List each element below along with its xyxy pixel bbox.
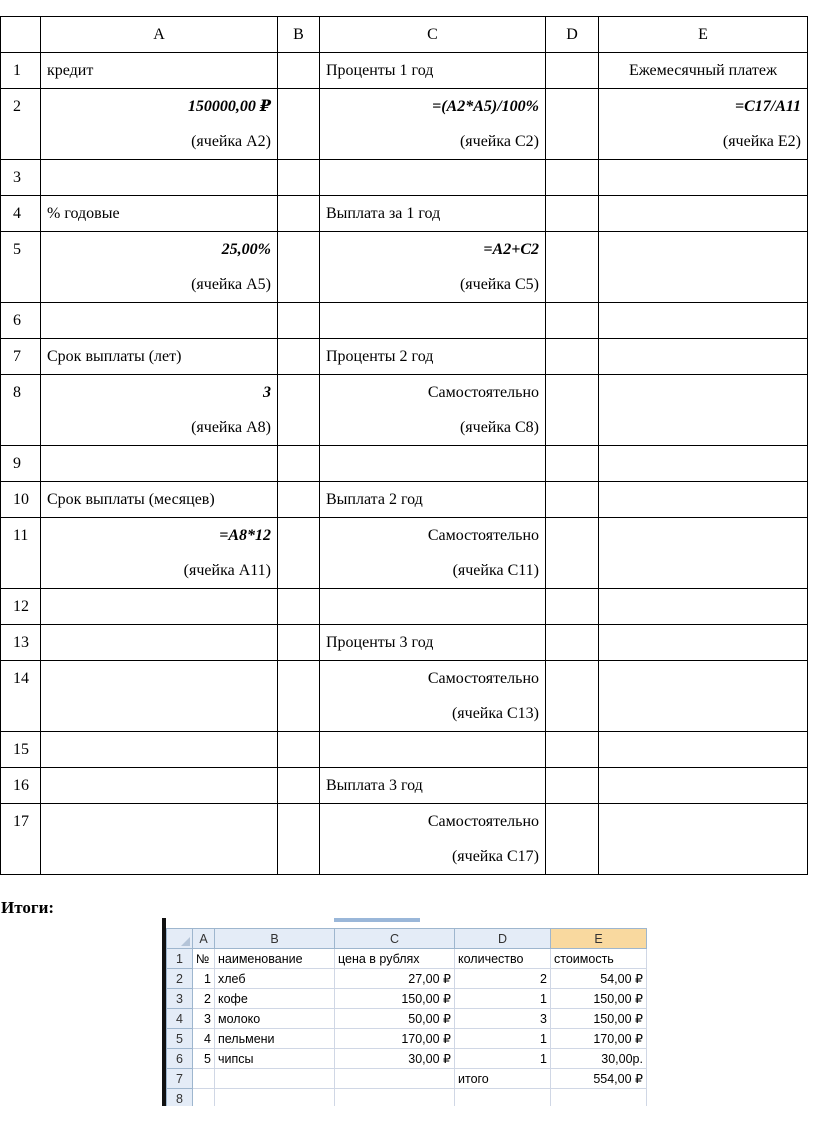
formula-bar-edge bbox=[334, 918, 420, 922]
row-number bbox=[1, 625, 41, 661]
row-number bbox=[1, 160, 41, 196]
cell-text: Выплата за 1 год bbox=[326, 205, 441, 222]
cell-a bbox=[41, 53, 278, 89]
excel-row bbox=[167, 1029, 647, 1049]
excel-cell-e[interactable] bbox=[551, 1089, 647, 1107]
cell-c bbox=[320, 732, 546, 768]
cell-d bbox=[546, 232, 599, 303]
excel-cell-e[interactable]: 54,00 ₽ bbox=[551, 969, 647, 989]
cell-c bbox=[320, 518, 546, 589]
cell-b bbox=[278, 339, 320, 375]
cell-text: Выплата 2 год bbox=[326, 491, 423, 508]
excel-cell-b[interactable]: молоко bbox=[215, 1009, 335, 1029]
excel-row bbox=[167, 989, 647, 1009]
table-row bbox=[1, 53, 808, 89]
cell-text: Проценты 1 год bbox=[326, 62, 434, 79]
cell-b bbox=[278, 196, 320, 232]
cell-e bbox=[599, 625, 808, 661]
cell-c bbox=[320, 339, 546, 375]
excel-cell-a[interactable] bbox=[193, 1089, 215, 1107]
cell-text: % годовые bbox=[47, 205, 120, 222]
cell-e bbox=[599, 196, 808, 232]
cell-b bbox=[278, 232, 320, 303]
cell-d bbox=[546, 89, 599, 160]
cell-c bbox=[320, 375, 546, 446]
table-row bbox=[1, 339, 808, 375]
excel-row bbox=[167, 1069, 647, 1089]
excel-cell-a[interactable]: № bbox=[193, 949, 215, 969]
cell-text: Выплата 3 год bbox=[326, 777, 423, 794]
table-row bbox=[1, 375, 808, 446]
row-number bbox=[1, 375, 41, 446]
cell-a bbox=[41, 732, 278, 768]
excel-cell-e[interactable]: 150,00 ₽ bbox=[551, 1009, 647, 1029]
cell-text: =A2+C2 bbox=[483, 241, 539, 258]
cell-text: 9 bbox=[13, 455, 21, 472]
cell-text: Самостоятельно bbox=[427, 670, 539, 687]
results-heading: Итоги: bbox=[1, 898, 55, 917]
cell-c bbox=[320, 303, 546, 339]
table-row bbox=[1, 446, 808, 482]
cell-text: =(А2*А5)/100% bbox=[432, 98, 539, 115]
excel-cell-c[interactable]: 150,00 ₽ bbox=[335, 989, 455, 1009]
cell-a bbox=[41, 196, 278, 232]
cell-e bbox=[599, 804, 808, 875]
excel-cell-b[interactable]: наименование bbox=[215, 949, 335, 969]
cell-a bbox=[41, 661, 278, 732]
cell-c bbox=[320, 768, 546, 804]
cell-c bbox=[320, 232, 546, 303]
cell-text: 2 bbox=[13, 98, 21, 115]
cell-text: 150000,00 ₽ bbox=[187, 98, 271, 115]
excel-cell-e[interactable]: 30,00р. bbox=[551, 1049, 647, 1069]
excel-cell-a[interactable] bbox=[193, 1069, 215, 1089]
cell-d bbox=[546, 196, 599, 232]
cell-c bbox=[320, 53, 546, 89]
cell-text: (ячейка А11) bbox=[183, 562, 271, 579]
cell-e bbox=[599, 482, 808, 518]
cell-text: 5 bbox=[13, 241, 21, 258]
cell-a bbox=[41, 625, 278, 661]
cell-text: (ячейка С5) bbox=[459, 276, 539, 293]
cell-text: 8 bbox=[13, 384, 21, 401]
select-all-corner[interactable] bbox=[167, 929, 193, 949]
cell-a bbox=[41, 446, 278, 482]
cell-a bbox=[41, 232, 278, 303]
row-number bbox=[1, 589, 41, 625]
cell-text: (ячейка А8) bbox=[191, 419, 271, 436]
excel-cell-d[interactable]: 1 bbox=[455, 989, 551, 1009]
excel-cell-b[interactable]: пельмени bbox=[215, 1029, 335, 1049]
row-number bbox=[1, 768, 41, 804]
cell-text: (ячейка А2) bbox=[191, 133, 271, 150]
row-number bbox=[1, 482, 41, 518]
cell-e bbox=[599, 589, 808, 625]
col-header-a: A bbox=[41, 17, 278, 53]
row-number bbox=[1, 339, 41, 375]
table-row bbox=[1, 589, 808, 625]
cell-d bbox=[546, 732, 599, 768]
cell-b bbox=[278, 625, 320, 661]
table-row bbox=[1, 160, 808, 196]
cell-text: Ежемесячный платеж bbox=[628, 62, 778, 79]
excel-row bbox=[167, 1089, 647, 1107]
cell-text: 13 bbox=[13, 634, 29, 651]
excel-col-a[interactable]: A bbox=[193, 929, 215, 949]
cell-d bbox=[546, 804, 599, 875]
excel-row bbox=[167, 969, 647, 989]
cell-text: 25,00% bbox=[221, 241, 271, 258]
cell-e bbox=[599, 732, 808, 768]
table-row bbox=[1, 768, 808, 804]
excel-col-e[interactable]: E bbox=[551, 929, 647, 949]
excel-cell-a[interactable]: 3 bbox=[193, 1009, 215, 1029]
excel-cell-e[interactable]: 554,00 ₽ bbox=[551, 1069, 647, 1089]
cell-text: Проценты 2 год bbox=[326, 348, 434, 365]
excel-row bbox=[167, 1009, 647, 1029]
excel-cell-c[interactable]: 27,00 ₽ bbox=[335, 969, 455, 989]
cell-c bbox=[320, 804, 546, 875]
cell-e bbox=[599, 53, 808, 89]
row-number bbox=[1, 232, 41, 303]
cell-a bbox=[41, 768, 278, 804]
cell-d bbox=[546, 375, 599, 446]
excel-row-header[interactable]: 4 bbox=[167, 1009, 193, 1029]
cell-e bbox=[599, 232, 808, 303]
cell-a bbox=[41, 518, 278, 589]
excel-cell-c[interactable]: 50,00 ₽ bbox=[335, 1009, 455, 1029]
cell-b bbox=[278, 375, 320, 446]
cell-d bbox=[546, 661, 599, 732]
row-number bbox=[1, 446, 41, 482]
row-number bbox=[1, 804, 41, 875]
cell-text: (ячейка С17) bbox=[451, 848, 539, 865]
cell-d bbox=[546, 625, 599, 661]
cell-text: 11 bbox=[13, 527, 29, 544]
cell-text: (ячейка С8) bbox=[459, 419, 539, 436]
excel-cell-d[interactable]: итого bbox=[455, 1069, 551, 1089]
cell-a bbox=[41, 160, 278, 196]
cell-a bbox=[41, 589, 278, 625]
excel-screenshot bbox=[162, 918, 655, 1106]
excel-cell-e[interactable]: 150,00 ₽ bbox=[551, 989, 647, 1009]
row-number bbox=[1, 303, 41, 339]
excel-cell-c[interactable] bbox=[335, 1069, 455, 1089]
cell-text: 4 bbox=[13, 205, 21, 222]
corner-cell bbox=[1, 17, 41, 53]
excel-cell-b[interactable] bbox=[215, 1089, 335, 1107]
table-row bbox=[1, 625, 808, 661]
excel-cell-e[interactable]: 170,00 ₽ bbox=[551, 1029, 647, 1049]
cell-e bbox=[599, 160, 808, 196]
cell-a bbox=[41, 339, 278, 375]
excel-cell-d[interactable]: 1 bbox=[455, 1029, 551, 1049]
col-header-d: D bbox=[546, 17, 599, 53]
cell-e bbox=[599, 89, 808, 160]
excel-cell-e[interactable]: стоимость bbox=[551, 949, 647, 969]
cell-d bbox=[546, 446, 599, 482]
cell-b bbox=[278, 482, 320, 518]
cell-text: (ячейка А5) bbox=[191, 276, 271, 293]
column-header-row bbox=[1, 17, 808, 53]
cell-e bbox=[599, 446, 808, 482]
excel-cell-c[interactable]: 30,00 ₽ bbox=[335, 1049, 455, 1069]
cell-e bbox=[599, 768, 808, 804]
row-number bbox=[1, 53, 41, 89]
cell-e bbox=[599, 303, 808, 339]
cell-b bbox=[278, 53, 320, 89]
cell-b bbox=[278, 518, 320, 589]
cell-b bbox=[278, 661, 320, 732]
cell-d bbox=[546, 589, 599, 625]
table-row bbox=[1, 232, 808, 303]
cell-text: (ячейка Е2) bbox=[722, 133, 801, 150]
cell-a bbox=[41, 89, 278, 160]
cell-d bbox=[546, 768, 599, 804]
excel-col-b[interactable]: B bbox=[215, 929, 335, 949]
excel-col-c[interactable]: C bbox=[335, 929, 455, 949]
cell-b bbox=[278, 303, 320, 339]
cell-e bbox=[599, 518, 808, 589]
cell-text: 14 bbox=[13, 670, 29, 687]
cell-e bbox=[599, 375, 808, 446]
excel-cell-a[interactable]: 2 bbox=[193, 989, 215, 1009]
cell-text: =A8*12 bbox=[219, 527, 271, 544]
screenshot-edge bbox=[162, 918, 166, 1106]
cell-text: (ячейка С13) bbox=[451, 705, 539, 722]
excel-grid bbox=[166, 928, 647, 1106]
excel-column-header-row bbox=[167, 929, 647, 949]
cell-text: 15 bbox=[13, 741, 29, 758]
cell-text: Самостоятельно bbox=[427, 384, 539, 401]
col-header-c: C bbox=[320, 17, 546, 53]
cell-b bbox=[278, 446, 320, 482]
cell-text: 10 bbox=[13, 491, 29, 508]
col-header-b: B bbox=[278, 17, 320, 53]
cell-b bbox=[278, 732, 320, 768]
excel-cell-d[interactable] bbox=[455, 1089, 551, 1107]
table-row bbox=[1, 303, 808, 339]
cell-d bbox=[546, 518, 599, 589]
excel-row-header[interactable]: 8 bbox=[167, 1089, 193, 1107]
cell-b bbox=[278, 768, 320, 804]
cell-c bbox=[320, 589, 546, 625]
cell-text: 17 bbox=[13, 813, 29, 830]
cell-a bbox=[41, 804, 278, 875]
cell-c bbox=[320, 160, 546, 196]
cell-c bbox=[320, 89, 546, 160]
table-row bbox=[1, 482, 808, 518]
cell-text: 7 bbox=[13, 348, 21, 365]
cell-d bbox=[546, 160, 599, 196]
cell-c bbox=[320, 625, 546, 661]
excel-row-header[interactable]: 7 bbox=[167, 1069, 193, 1089]
cell-c bbox=[320, 196, 546, 232]
cell-a bbox=[41, 375, 278, 446]
excel-cell-c[interactable]: 170,00 ₽ bbox=[335, 1029, 455, 1049]
excel-cell-d[interactable]: количество bbox=[455, 949, 551, 969]
excel-cell-a[interactable]: 1 bbox=[193, 969, 215, 989]
cell-d bbox=[546, 482, 599, 518]
table-row bbox=[1, 661, 808, 732]
excel-row-header[interactable]: 6 bbox=[167, 1049, 193, 1069]
cell-text: Самостоятельно bbox=[427, 527, 539, 544]
cell-text: (ячейка С2) bbox=[459, 133, 539, 150]
excel-cell-d[interactable]: 3 bbox=[455, 1009, 551, 1029]
cell-text: 1 bbox=[13, 62, 21, 79]
cell-d bbox=[546, 339, 599, 375]
table-row bbox=[1, 196, 808, 232]
excel-row-header[interactable]: 5 bbox=[167, 1029, 193, 1049]
cell-text: Срок выплаты (месяцев) bbox=[47, 491, 215, 508]
excel-cell-a[interactable]: 4 bbox=[193, 1029, 215, 1049]
table-row bbox=[1, 518, 808, 589]
cell-b bbox=[278, 804, 320, 875]
table-row bbox=[1, 804, 808, 875]
cell-text: 3 bbox=[13, 169, 21, 186]
row-number bbox=[1, 732, 41, 768]
col-header-e: E bbox=[599, 17, 808, 53]
row-number bbox=[1, 89, 41, 160]
excel-cell-b[interactable]: кофе bbox=[215, 989, 335, 1009]
excel-cell-a[interactable]: 5 bbox=[193, 1049, 215, 1069]
cell-c bbox=[320, 661, 546, 732]
cell-a bbox=[41, 482, 278, 518]
cell-text: кредит bbox=[47, 62, 94, 79]
excel-cell-d[interactable]: 1 bbox=[455, 1049, 551, 1069]
excel-row-header[interactable]: 1 bbox=[167, 949, 193, 969]
cell-text: 6 bbox=[13, 312, 21, 329]
assignment-table bbox=[0, 16, 808, 875]
cell-b bbox=[278, 160, 320, 196]
row-number bbox=[1, 661, 41, 732]
excel-cell-d[interactable]: 2 bbox=[455, 969, 551, 989]
table-row bbox=[1, 732, 808, 768]
excel-cell-b[interactable]: чипсы bbox=[215, 1049, 335, 1069]
cell-text: Самостоятельно bbox=[427, 813, 539, 830]
excel-row bbox=[167, 1049, 647, 1069]
excel-cell-c[interactable] bbox=[335, 1089, 455, 1107]
cell-d bbox=[546, 303, 599, 339]
cell-e bbox=[599, 661, 808, 732]
cell-a bbox=[41, 303, 278, 339]
cell-text: 12 bbox=[13, 598, 29, 615]
table-row bbox=[1, 89, 808, 160]
cell-b bbox=[278, 89, 320, 160]
excel-cell-b[interactable] bbox=[215, 1069, 335, 1089]
cell-b bbox=[278, 589, 320, 625]
cell-text: Срок выплаты (лет) bbox=[47, 348, 182, 365]
excel-cell-b[interactable]: хлеб bbox=[215, 969, 335, 989]
excel-row bbox=[167, 949, 647, 969]
cell-e bbox=[599, 339, 808, 375]
row-number bbox=[1, 518, 41, 589]
cell-c bbox=[320, 446, 546, 482]
excel-row-header[interactable]: 2 bbox=[167, 969, 193, 989]
excel-col-d[interactable]: D bbox=[455, 929, 551, 949]
cell-d bbox=[546, 53, 599, 89]
cell-text: Проценты 3 год bbox=[326, 634, 434, 651]
cell-text: =C17/A11 bbox=[734, 98, 801, 115]
cell-text: 16 bbox=[13, 777, 29, 794]
cell-text: 3 bbox=[263, 384, 271, 401]
excel-cell-c[interactable]: цена в рублях bbox=[335, 949, 455, 969]
cell-text: (ячейка С11) bbox=[452, 562, 539, 579]
ribbon-strip bbox=[162, 918, 655, 928]
excel-row-header[interactable]: 3 bbox=[167, 989, 193, 1009]
row-number bbox=[1, 196, 41, 232]
cell-c bbox=[320, 482, 546, 518]
